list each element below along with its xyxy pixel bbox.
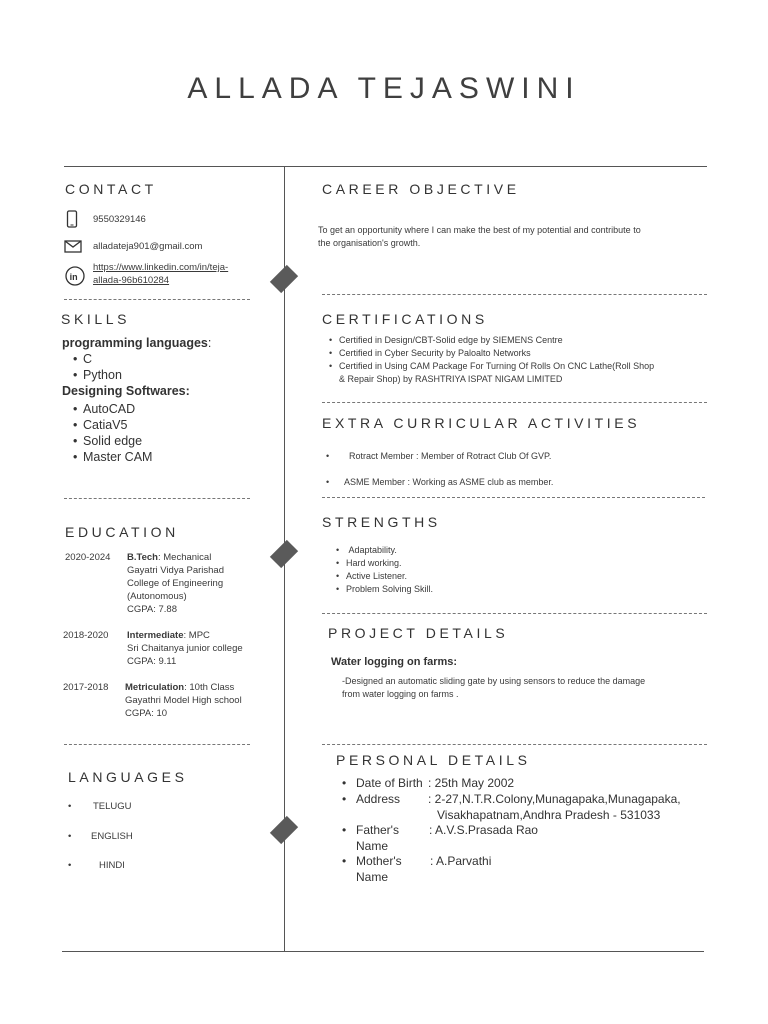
list-item: • CatiaV5 [83,417,152,433]
bullet-icon: • [68,860,72,871]
project-details-heading: PROJECT DETAILS [328,625,509,641]
list-item: • Solid edge [83,433,152,449]
section-separator [322,744,707,745]
address-value [428,791,681,823]
resume-name: ALLADA TEJASWINI [187,72,581,105]
bullet-icon: • [342,792,347,806]
languages-heading: LANGUAGES [68,769,188,785]
colon: : [207,336,212,350]
section-separator [322,613,707,614]
programming-languages-label: programming languages [62,336,208,350]
linkedin-link-line[interactable]: allada-96b610284 [93,275,170,286]
career-objective-line: the organisation's growth. [318,238,421,248]
education-detail: Gayatri Vidya Parishad [127,565,224,576]
bullet-icon: • [342,854,347,868]
education-years: 2020-2024 [65,552,111,563]
svg-text:in: in [69,272,78,282]
list-item: • C [83,351,122,367]
label-line: Name [356,839,389,853]
address-line: : 2-27,N.T.R.Colony,Munagapaka,Munagapaka, [428,792,681,806]
activity-item: ASME Member : Working as ASME club as member. [344,477,554,487]
certification-item: • Certified in Using CAM Package For Turning Of Rolls On CNC Lathe(Roll Shop [339,360,654,373]
strength-item: • Hard working. [346,557,433,570]
education-detail: Gayathri Model High school [125,695,242,706]
email-icon [64,237,82,255]
education-years: 2017-2018 [63,682,109,693]
label-line: Father's [356,823,399,837]
education-field: : MPC [183,630,210,641]
bullet-icon: • [326,477,330,487]
section-separator [64,498,250,499]
career-objective-line: To get an opportunity where I can make the best of my potential and contribute to [318,225,641,235]
skills-heading: SKILLS [61,311,131,327]
education-years: 2018-2020 [63,630,109,641]
label-line: Name [356,870,389,884]
certification-item: • Certified in Cyber Security by Paloalto Networks [339,347,654,360]
programming-language-list [83,351,122,383]
dob-value: : 25th May 2002 [428,776,515,790]
divider-diamond [270,816,298,844]
top-divider [64,166,707,167]
section-separator [322,294,707,295]
project-description [342,675,645,701]
dob-label: Date of Birth [356,776,423,790]
project-title: Water logging on farms: [331,656,458,668]
strengths-heading: STRENGTHS [322,514,441,530]
programming-languages-heading [62,335,211,351]
father-name-label [356,822,399,854]
certification-item: • Certified in Design/CBT-Solid edge by SIEMENS Centre [339,334,654,347]
education-detail: CGPA: 7.88 [127,604,177,615]
project-description-line: from water logging on farms . [342,689,459,699]
career-objective-heading: CAREER OBJECTIVE [322,181,520,197]
education-degree: B.Tech [127,552,158,563]
section-separator [322,497,705,498]
father-name-value: : A.V.S.Prasada Rao [429,823,538,837]
bottom-divider [62,951,704,952]
section-separator [64,744,250,745]
strength-item [346,544,433,557]
education-field: : 10th Class [184,682,235,693]
strength-item: • Active Listener. [346,570,433,583]
list-item: • Master CAM [83,449,152,465]
education-detail: CGPA: 9.11 [127,656,177,667]
education-entry [125,681,242,720]
language-item: ENGLISH [91,831,133,842]
mother-name-value: : A.Parvathi [430,854,492,868]
mother-name-label [356,853,402,885]
contact-email[interactable]: alladateja901@gmail.com [93,241,203,252]
bullet-icon: • [342,776,347,790]
project-description-line: -Designed an automatic sliding gate by using sensors to reduce the damage [342,676,646,686]
bullet-icon: • [68,831,72,842]
section-separator [322,402,707,403]
education-detail: (Autonomous) [127,591,187,602]
linkedin-link[interactable] [93,261,228,287]
designing-softwares-heading: Designing Softwares: [62,384,190,398]
career-objective-text [318,224,641,250]
activity-item: Rotract Member : Member of Rotract Club Of GVP. [349,451,552,461]
certification-list [339,334,654,386]
address-line: Visakhapatnam,Andhra Pradesh - 531033 [437,808,661,822]
address-label: Address [356,792,401,806]
certification-item-continued: & Repair Shop) by RASHTRIYA ISPAT NIGAM LIMITED [339,374,563,384]
education-entry [127,551,224,616]
list-item: • Python [83,367,122,383]
designing-software-list [83,401,152,465]
divider-diamond [270,540,298,568]
list-item: • AutoCAD [83,401,152,417]
education-entry [127,629,243,668]
bullet-icon: • [342,823,347,837]
education-heading: EDUCATION [65,524,179,540]
bullet-icon: • [326,451,330,461]
linkedin-link-line[interactable]: https://www.linkedin.com/in/teja- [93,262,229,273]
contact-heading: CONTACT [65,181,157,197]
certifications-heading: CERTIFICATIONS [322,311,488,327]
education-degree: Metriculation [125,682,185,693]
education-detail: College of Engineering [127,578,224,589]
education-detail: Sri Chaitanya junior college [127,643,243,654]
language-item: TELUGU [93,801,132,812]
linkedin-icon [65,266,85,286]
strength-item: • Problem Solving Skill. [346,583,433,596]
education-degree: Intermediate [127,630,184,641]
contact-phone: 9550329146 [93,214,146,225]
language-item: HINDI [99,860,125,871]
education-detail: CGPA: 10 [125,708,168,719]
extra-curricular-heading: EXTRA CURRICULAR ACTIVITIES [322,415,641,431]
divider-diamond [270,265,298,293]
strength-text: Adaptability. [348,545,397,555]
section-separator [64,299,250,300]
strengths-list [346,544,433,596]
label-line: Mother's [356,854,402,868]
personal-details-heading: PERSONAL DETAILS [336,752,531,768]
phone-icon [63,210,81,228]
education-field: : Mechanical [157,552,212,563]
bullet-icon: • [68,801,72,812]
